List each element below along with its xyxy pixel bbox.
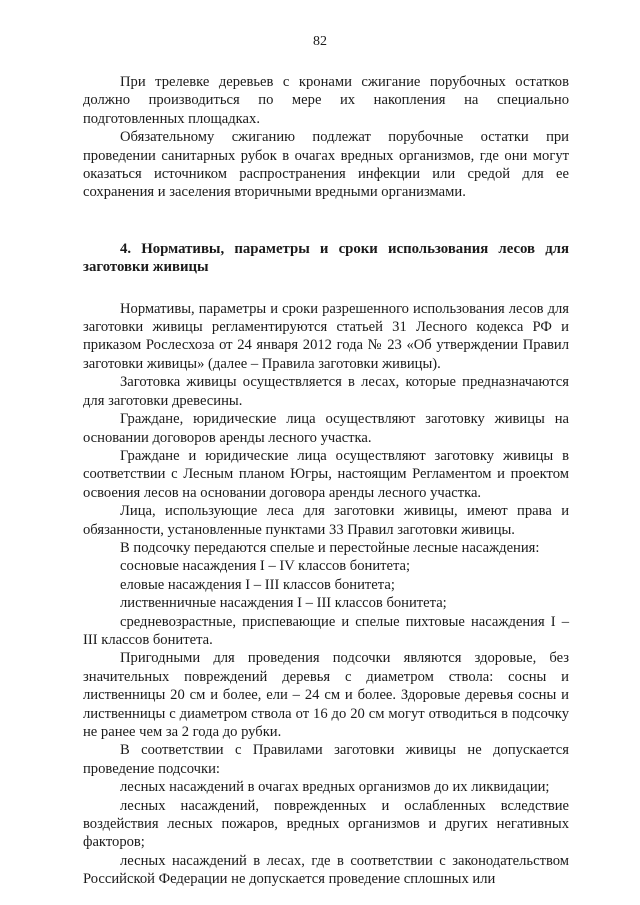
- paragraph: В соответствии с Правилами заготовки живицы не допускается проведение подсочки:: [83, 742, 569, 777]
- section-heading: 4. Нормативы, параметры и сроки использования лесов для заготовки живицы: [83, 240, 569, 276]
- page-number: 82: [313, 34, 327, 49]
- paragraph: В подсочку передаются спелые и перестойные лесные насаждения:: [120, 539, 540, 556]
- paragraph: Лица, использующие леса для заготовки живицы, имеют права и обязанности, установленные пунктами 33 Правил заготовки живицы.: [83, 503, 569, 538]
- list-item: лесных насаждений в лесах, где в соответствии с законодательством Российской Федерации не допускается проведение сплошных или: [83, 852, 569, 888]
- list-item: сосновые насаждения I – IV классов бонитета;: [120, 558, 411, 575]
- list-item: еловые насаждения I – III классов бонитета;: [120, 576, 395, 593]
- list-item: средневозрастные, приспевающие и спелые пихтовые насаждения I – III классов бонитета.: [83, 613, 569, 648]
- paragraph: Граждане, юридические лица осуществляют заготовку живицы на основании договоров аренды лесного участка.: [83, 411, 569, 446]
- list-item: лесных насаждений в очагах вредных организмов до их ликвидации;: [120, 779, 550, 796]
- paragraph: Пригодными для проведения подсочки являются здоровые, без значительных повреждений деревья с диаметром ствола: сосны и лиственницы 20 см и более, ели – 24 см и более. Здоровые деревья сосны и лиственницы с диаметром ствола от 16 до 20 см могут отводиться в подсочку не ранее чем за 2 года до рубки.: [83, 650, 569, 740]
- paragraph: При трелевке деревьев с кронами сжигание порубочных остатков должно производиться по мере их накопления на специально подготовленных площадках.: [83, 74, 569, 127]
- list-item: лиственничные насаждения I – III классов бонитета;: [120, 595, 447, 612]
- paragraph: Нормативы, параметры и сроки разрешенного использования лесов для заготовки живицы регламентируются статьей 31 Лесного кодекса РФ и приказом Рослесхоза от 24 января 2012 года № 23 «Об утверждении Правил заготовки живицы» (далее – Правила заготовки живицы).: [83, 300, 569, 372]
- page-content: [83, 73, 569, 889]
- paragraph: Обязательному сжиганию подлежат порубочные остатки при проведении санитарных рубок в очагах вредных организмов, где они могут оказаться источником распространения инфекции или средой для ее сохранения и заселения вторичными вредными организмами.: [83, 129, 569, 201]
- paragraph: Заготовка живицы осуществляется в лесах, которые предназначаются для заготовки древесины.: [83, 374, 569, 409]
- list-item: лесных насаждений, поврежденных и ослабленных вследствие воздействия лесных пожаров, вредных организмов и других негативных факторов;: [83, 797, 569, 851]
- paragraph: Граждане и юридические лица осуществляют заготовку живицы в соответствии с Лесным планом Югры, настоящим Регламентом и проектом освоения лесов на основании договора аренды лесного участка.: [83, 447, 569, 501]
